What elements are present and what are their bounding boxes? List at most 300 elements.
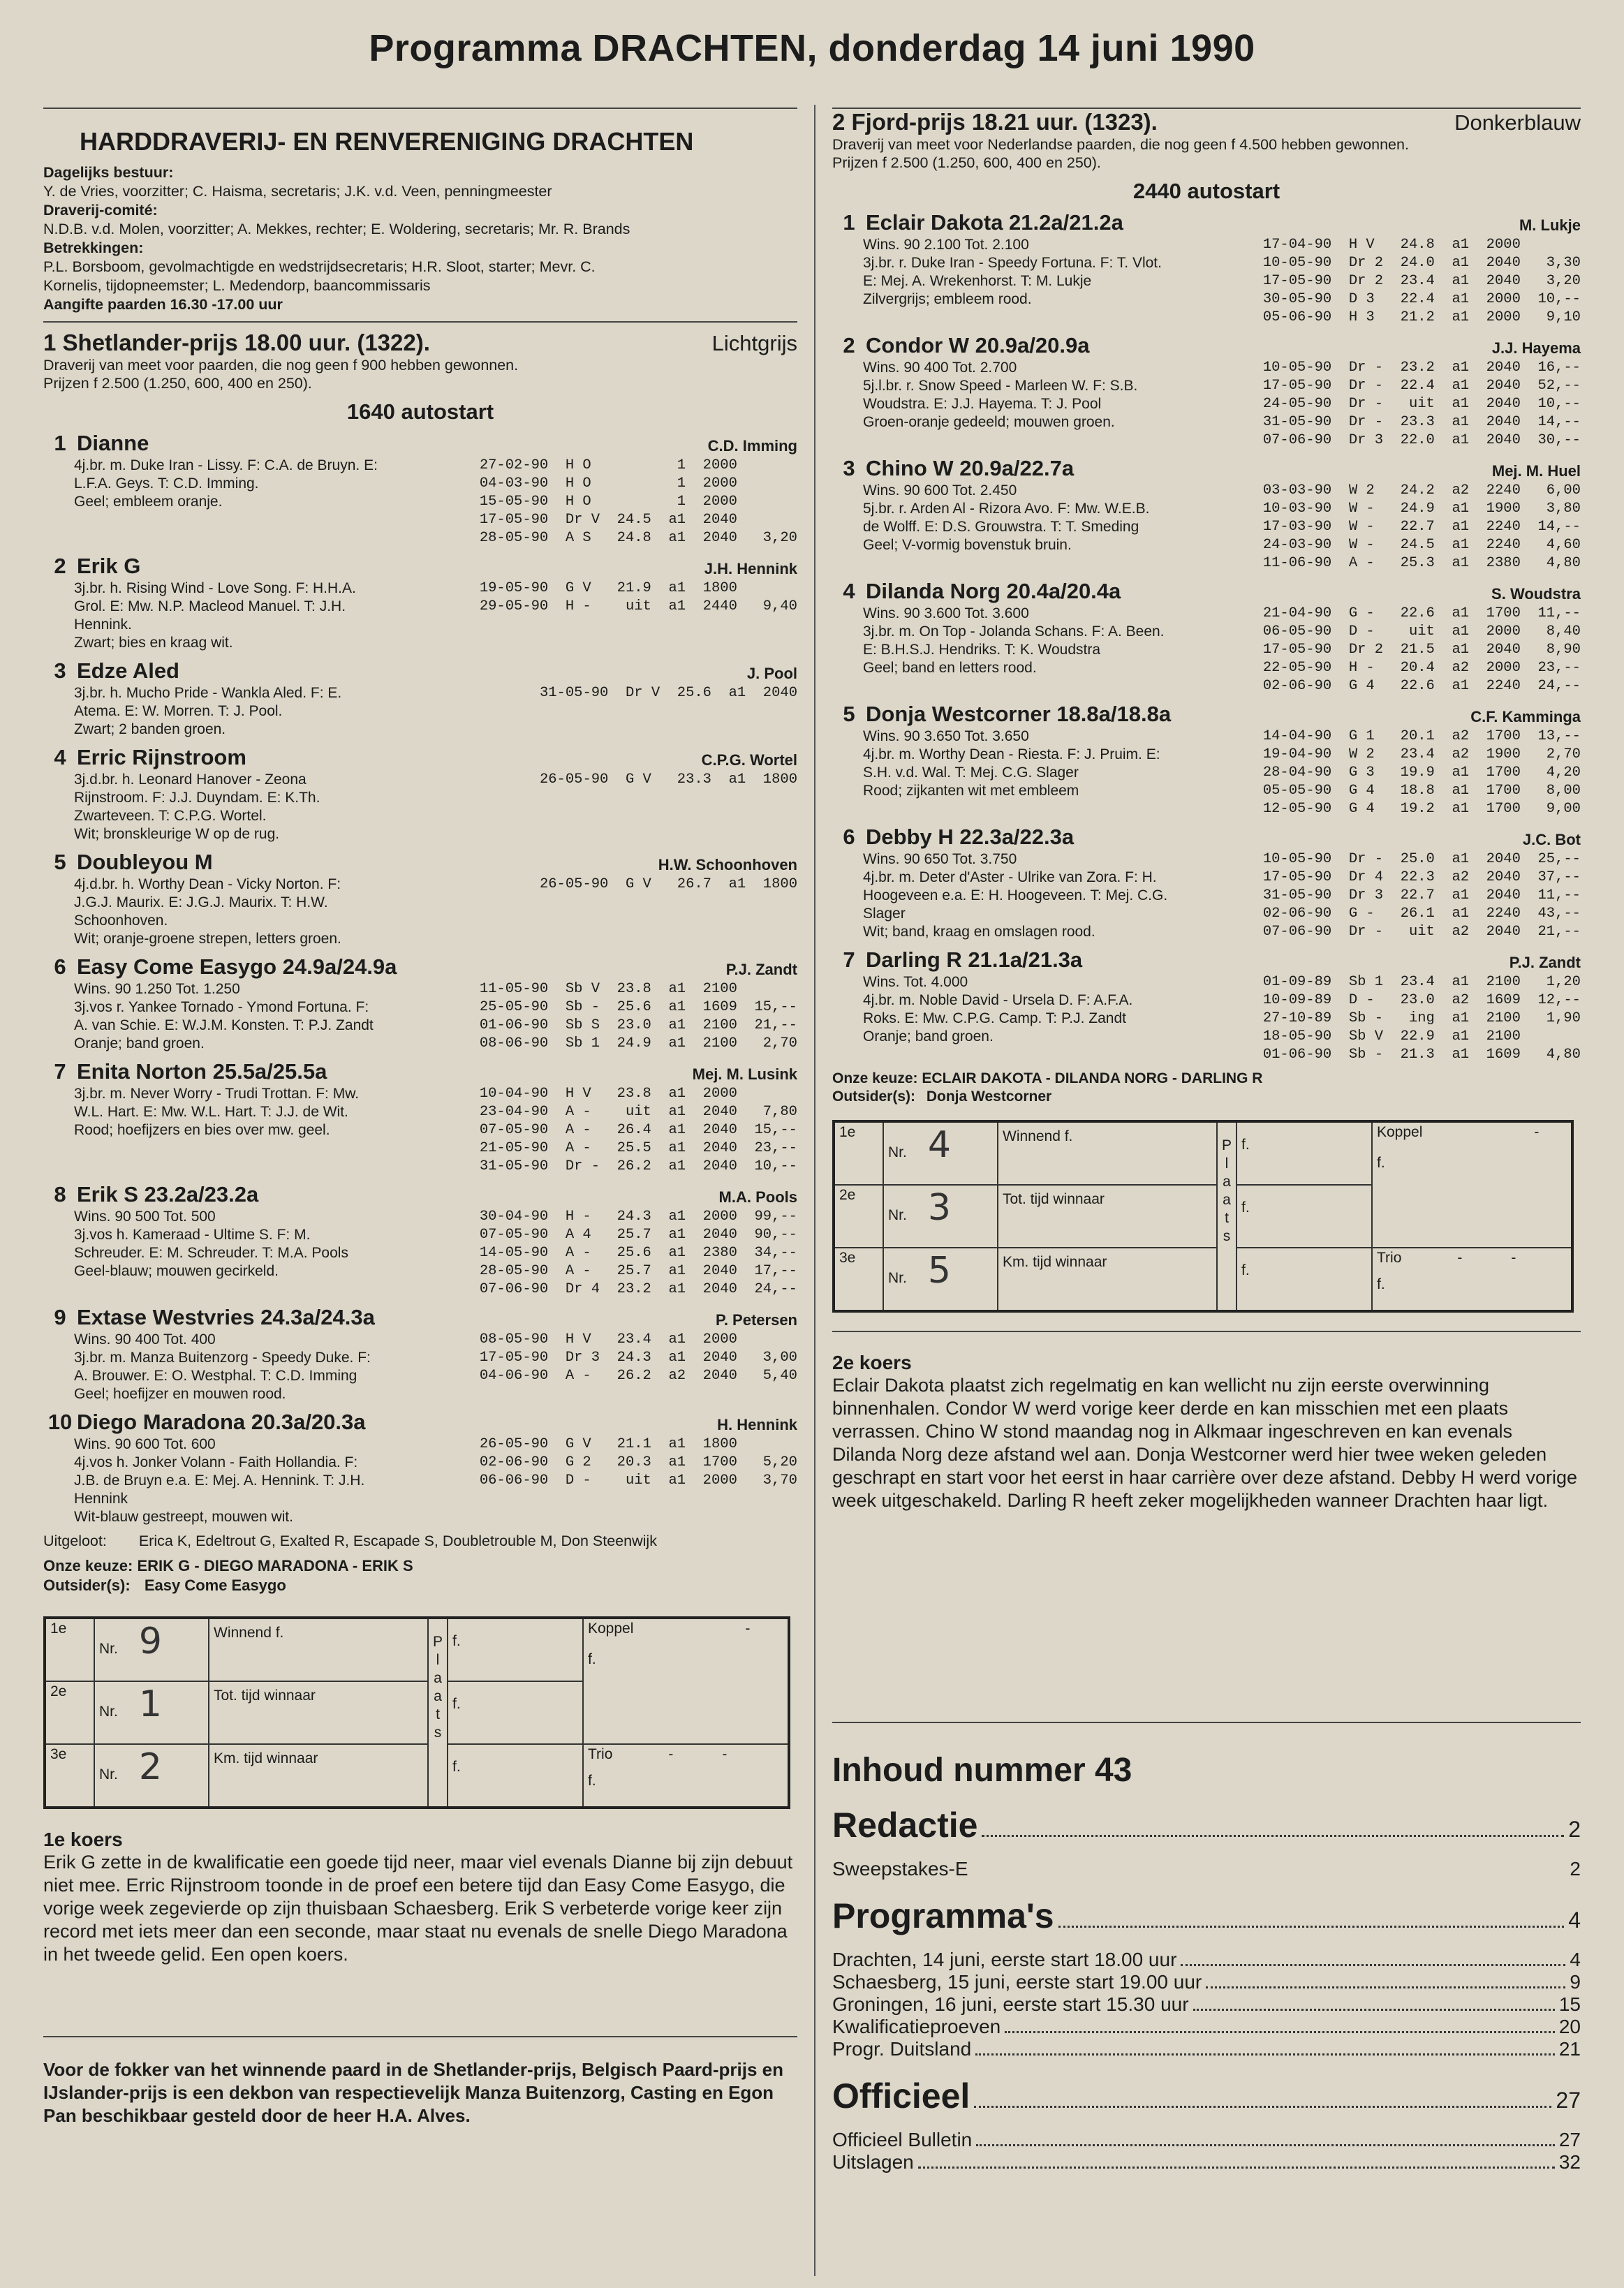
result-row: 28-04-90 G 3 19.9 a1 1700 4,20	[1262, 765, 1581, 781]
result-row: 15-05-90 H O 1 2000	[479, 494, 737, 510]
horse-number: 10	[47, 1410, 73, 1434]
horse-info-line: Wins. 90 600 Tot. 2.450	[863, 482, 1017, 499]
horse-name: Erik S 23.2a/23.2a	[77, 1182, 259, 1206]
result-label: Tot. tijd winnaar	[998, 1185, 1217, 1248]
result-table	[43, 1616, 790, 1809]
horse-body	[863, 236, 1581, 327]
horse-number: 8	[54, 1182, 66, 1206]
result-label: Winnend f.	[998, 1121, 1217, 1185]
number-cell	[883, 1185, 998, 1248]
uitgeloot-list: Erica K, Edeltrout G, Exalted R, Escapade S, Doubletrouble M, Don Steenwijk	[138, 1533, 657, 1549]
horse-number: 2	[54, 554, 66, 578]
horse-entry	[43, 1058, 797, 1176]
result-row: 07-06-90 Dr - uit a2 2040 21,--	[1262, 924, 1581, 940]
horse-info-line: Woudstra. E: J.J. Hayema. T: J. Pool	[863, 396, 1102, 412]
toc-item-label: Sweepstakes-E	[832, 1858, 968, 1880]
horse-info-line: 4j.br. m. Deter d'Aster - Ulrike van Zora. F: H.	[863, 869, 1157, 885]
breeder-note: Voor de fokker van het winnende paard in de Shetlander-prijs, Belgisch Paard-prijs en IJslander-prijs is een dekbon van respectievelijk Manza Buitenzorg, Casting en Egon Pan beschikbaar gesteld door de heer H.A. Alves.	[43, 2059, 783, 2126]
result-row: 17-03-90 W - 22.7 a1 2240 14,--	[1262, 519, 1581, 535]
toc-item	[832, 2129, 1581, 2151]
koppel-label: Koppel	[1377, 1124, 1423, 1140]
horse-body	[74, 457, 797, 547]
horse-number: 1	[54, 431, 66, 455]
result-row: 08-05-90 H V 23.4 a1 2000	[479, 1331, 737, 1348]
horse-trainer: P.J. Zandt	[725, 961, 797, 978]
rule	[43, 321, 797, 323]
outsider-label: Outsider(s):	[832, 1088, 916, 1105]
horse-info-line: 3j.d.br. h. Leonard Hanover - Zeona	[74, 772, 307, 788]
horse-info-line: Wit; bronskleurige W op de rug.	[74, 826, 280, 842]
horse-body	[74, 771, 797, 843]
result-row: 10-05-90 Dr - 23.2 a1 2040 16,--	[1262, 360, 1581, 376]
result-row: 10-05-90 Dr 2 24.0 a1 2040 3,30	[1262, 255, 1581, 271]
plaats-label: P l a a t s	[428, 1618, 448, 1808]
result-row: 28-05-90 A S 24.8 a1 2040 3,20	[479, 530, 797, 546]
horse-number: 9	[54, 1305, 66, 1329]
horse-entry	[832, 209, 1581, 327]
board-line	[43, 182, 797, 201]
koppel-cell	[583, 1618, 789, 1744]
toc-section-page: 27	[1556, 2088, 1581, 2113]
koppel-cell	[1372, 1121, 1572, 1248]
toc-item	[832, 1949, 1581, 1971]
result-row: 10-03-90 W - 24.9 a1 1900 3,80	[1262, 501, 1581, 517]
koppel-dash: -	[745, 1621, 751, 1637]
toc-item-label: Kwalificatieproeven	[832, 2016, 1001, 2037]
horse-body	[863, 728, 1581, 818]
horse-info-line: 3j.br. m. On Top - Jolanda Schans. F: A. Been.	[863, 623, 1165, 640]
result-row: 28-05-90 A - 25.7 a1 2040 17,--	[479, 1263, 797, 1279]
result-row: 02-06-90 G - 26.1 a1 2240 43,--	[1262, 906, 1581, 922]
number-cell	[883, 1121, 998, 1185]
toc-item-label: Officieel Bulletin	[832, 2129, 973, 2150]
horse-info-line: Wins. 90 400 Tot. 2.700	[863, 360, 1017, 376]
result-row: 19-05-90 G V 21.9 a1 1800	[479, 580, 737, 596]
result-row	[45, 1618, 789, 1681]
horse-info-line: Schoonhoven.	[74, 913, 168, 929]
toc-section-title: Programma's	[832, 1896, 1054, 1935]
trio-dash: -	[722, 1746, 728, 1762]
outsider-value: Easy Come Easygo	[144, 1577, 286, 1594]
result-row: 17-05-90 Dr 4 22.3 a2 2040 37,--	[1262, 869, 1581, 885]
toc-item-page: 2	[1570, 1858, 1581, 1880]
horse-entry	[832, 701, 1581, 818]
result-row: 12-05-90 G 4 19.2 a1 1700 9,00	[1262, 801, 1581, 817]
toc-section-page: 4	[1568, 1907, 1581, 1933]
race2-comment-title: 2e koers	[832, 1352, 912, 1373]
horse-info-line: Rood; hoefijzers en bies over mw. geel.	[74, 1122, 330, 1138]
horse-info-line: Zwart; bies en kraag wit.	[74, 635, 233, 651]
horse-entry	[43, 658, 797, 739]
toc-item-page: 21	[1558, 2038, 1581, 2060]
koppel-label: Koppel	[588, 1621, 634, 1637]
horse-info-line: 3j.br. r. Duke Iran - Speedy Fortuna. F: T. Vlot.	[863, 255, 1162, 271]
result-row: 31-05-90 Dr V 25.6 a1 2040	[539, 685, 797, 701]
toc-item	[832, 2151, 1581, 2173]
result-row: 31-05-90 Dr - 23.3 a1 2040 14,--	[1262, 414, 1581, 430]
horse-name: Extase Westvries 24.3a/24.3a	[77, 1305, 375, 1329]
toc-item	[832, 1993, 1581, 2016]
toc-item-label: Drachten, 14 juni, eerste start 18.00 uur	[832, 1949, 1177, 1970]
race1-horse-list	[43, 430, 797, 1526]
horse-trainer: C.F. Kamminga	[1470, 708, 1581, 725]
plaats-label: P l a a t s	[1217, 1121, 1237, 1311]
koppel-amount: f.	[1377, 1155, 1385, 1171]
race2-desc-line: Draverij van meet voor Nederlandse paarden, die nog geen f 4.500 hebben gewonnen.	[832, 136, 1409, 153]
trio-amount: f.	[588, 1773, 596, 1789]
horse-body	[863, 482, 1581, 573]
horse-entry	[43, 954, 797, 1053]
horse-header	[43, 430, 797, 457]
horse-number: 7	[843, 947, 855, 972]
horse-info	[74, 1331, 434, 1403]
horse-header	[43, 954, 797, 980]
horse-trainer: J.C. Bot	[1522, 831, 1581, 848]
race1-header	[43, 330, 797, 356]
horse-results	[1263, 359, 1581, 450]
race2-desc-line: Prijzen f 2.500 (1.250, 600, 400 en 250).	[832, 154, 1101, 171]
horse-trainer: M.A. Pools	[718, 1188, 797, 1206]
horse-body	[863, 605, 1581, 695]
toc-item	[832, 2016, 1581, 2038]
toc-item-page: 20	[1558, 2016, 1581, 2037]
horse-results	[1263, 482, 1581, 573]
result-row: 07-06-90 Dr 3 22.0 a1 2040 30,--	[1262, 432, 1581, 448]
horse-number: 4	[843, 579, 855, 603]
horse-name: Eclair Dakota 21.2a/21.2a	[866, 210, 1123, 235]
result-row: 01-09-89 Sb 1 23.4 a1 2100 1,20	[1262, 974, 1581, 990]
organization-name: HARDDRAVERIJ- EN RENVERENIGING DRACHTEN	[80, 127, 694, 156]
handwritten-number: 9	[138, 1621, 162, 1662]
result-row: 10-04-90 H V 23.8 a1 2000	[479, 1086, 737, 1102]
koppel-dash: -	[1534, 1124, 1540, 1140]
result-row: 02-06-90 G 2 20.3 a1 1700 5,20	[479, 1454, 797, 1470]
horse-info	[74, 771, 434, 843]
keuze-label: Onze keuze:	[832, 1070, 918, 1086]
nr-label: Nr.	[99, 1766, 118, 1783]
horse-info-line: Wit; band, kraag en omslagen rood.	[863, 924, 1095, 940]
table-of-contents	[832, 1805, 1581, 2173]
toc-leader	[975, 2053, 1555, 2055]
horse-body	[863, 850, 1581, 941]
horse-info	[863, 605, 1223, 695]
horse-info-line: 4j.vos h. Jonker Volann - Faith Hollandia. F:	[74, 1454, 358, 1470]
toc-section	[832, 1805, 1581, 1845]
result-row: 23-04-90 A - uit a1 2040 7,80	[479, 1104, 797, 1120]
horse-info-line: 5j.br. r. Arden Al - Rizora Avo. F: Mw. W.E.B.	[863, 501, 1150, 517]
board-line	[43, 220, 797, 239]
race1-comment-title: 1e koers	[43, 1829, 123, 1850]
result-row: 08-06-90 Sb 1 24.9 a1 2100 2,70	[479, 1035, 797, 1051]
horse-info	[863, 850, 1223, 941]
horse-entry	[832, 824, 1581, 941]
horse-info-line: E: Mej. A. Wrekenhorst. T: M. Lukje	[863, 273, 1092, 289]
toc-leader	[982, 1835, 1564, 1837]
result-row: 17-05-90 Dr - 22.4 a1 2040 52,--	[1262, 378, 1581, 394]
result-row: 14-04-90 G 1 20.1 a2 1700 13,--	[1262, 728, 1581, 744]
uitgeloot-label: Uitgeloot:	[43, 1533, 107, 1549]
horse-info-line: 4j.d.br. h. Worthy Dean - Vicky Norton. F:	[74, 876, 341, 892]
horse-info	[863, 359, 1223, 450]
board-line	[43, 258, 797, 276]
board-heading: Dagelijks bestuur:	[43, 164, 174, 181]
race1-color: Lichtgrijs	[711, 331, 797, 355]
horse-name: Dilanda Norg 20.4a/20.4a	[866, 579, 1121, 603]
horse-info-line: Roks. E: Mw. C.P.G. Camp. T: P.J. Zandt	[863, 1010, 1126, 1026]
board-line	[43, 163, 797, 182]
horse-trainer: H.W. Schoonhoven	[658, 856, 797, 873]
horse-name: Dianne	[77, 431, 149, 455]
horse-entry	[43, 1181, 797, 1299]
result-row: 07-06-90 Dr 4 23.2 a1 2040 24,--	[479, 1281, 797, 1297]
horse-trainer: C.D. Imming	[707, 437, 797, 455]
result-row: 14-05-90 A - 25.6 a1 2380 34,--	[479, 1245, 797, 1261]
trio-label: Trio	[1377, 1250, 1402, 1266]
result-row: 27-02-90 H O 1 2000	[479, 457, 737, 473]
horse-number: 3	[843, 456, 855, 480]
horse-trainer: J.J. Hayema	[1491, 339, 1581, 357]
horse-trainer: P.J. Zandt	[1509, 954, 1581, 971]
horse-results	[480, 980, 797, 1053]
result-row: 04-03-90 H O 1 2000	[479, 475, 737, 492]
horse-results	[480, 1085, 797, 1176]
horse-info-line: 3j.br. h. Mucho Pride - Wankla Aled. F: E.	[74, 685, 342, 701]
board-line	[43, 239, 797, 258]
horse-info-line: Geel; V-vormig bovenstuk bruin.	[863, 537, 1072, 553]
horse-info-line: Wins. Tot. 4.000	[863, 974, 968, 990]
toc-leader	[1181, 1964, 1565, 1966]
horse-info-line: Oranje; band groen.	[863, 1028, 994, 1045]
toc-items	[832, 1858, 1581, 1880]
horse-header	[43, 1058, 797, 1085]
result-row: 17-04-90 H V 24.8 a1 2000	[1262, 237, 1521, 253]
toc-item-page: 27	[1558, 2129, 1581, 2150]
page-title: Programma DRACHTEN, donderdag 14 juni 1990	[369, 27, 1255, 69]
result-row: 17-05-90 Dr 2 21.5 a1 2040 8,90	[1262, 642, 1581, 658]
horse-info-line: 4j.br. m. Noble David - Ursela D. F: A.F.A.	[863, 992, 1133, 1008]
toc-item-page: 15	[1558, 1993, 1581, 2015]
horse-body	[74, 684, 797, 739]
race2-picks	[832, 1070, 1581, 1106]
board-heading: Draverij-comité:	[43, 202, 158, 219]
horse-name: Condor W 20.9a/20.9a	[866, 333, 1090, 357]
trio-dash: -	[1457, 1250, 1463, 1266]
organization-board	[43, 163, 797, 314]
board-heading: Aangifte paarden 16.30 -17.00 uur	[43, 296, 283, 313]
trio-amount: f.	[1377, 1276, 1385, 1292]
place-amount: f.	[1237, 1248, 1372, 1311]
place-amount: f.	[1237, 1121, 1372, 1185]
horse-info-line: Schreuder. E: M. Schreuder. T: M.A. Pools	[74, 1245, 348, 1261]
result-row: 26-05-90 G V 23.3 a1 1800	[539, 772, 797, 788]
nr-label: Nr.	[888, 1207, 907, 1223]
result-row: 07-05-90 A 4 25.7 a1 2040 90,--	[479, 1227, 797, 1243]
result-row: 11-05-90 Sb V 23.8 a1 2100	[479, 981, 737, 997]
toc-item-page: 9	[1570, 1971, 1581, 1993]
horse-trainer: Mej. M. Huel	[1491, 462, 1581, 480]
horse-info-line: E: B.H.S.J. Hendriks. T: K. Woudstra	[863, 642, 1101, 658]
horse-trainer: J. Pool	[746, 665, 797, 682]
place-amount: f.	[448, 1681, 583, 1744]
trio-dash: -	[668, 1746, 674, 1762]
horse-header	[43, 1304, 797, 1331]
result-row: 01-06-90 Sb - 21.3 a1 1609 4,80	[1262, 1047, 1581, 1063]
toc-item-page: 4	[1570, 1949, 1581, 1970]
race1-title: 1 Shetlander-prijs 18.00 uur. (1322).	[43, 330, 430, 355]
toc-section-title: Redactie	[832, 1806, 978, 1845]
toc-items	[832, 2129, 1581, 2173]
result-row: 22-05-90 H - 20.4 a2 2000 23,--	[1262, 660, 1581, 676]
race1-desc-line: Draverij van meet voor paarden, die nog geen f 900 hebben gewonnen.	[43, 357, 519, 374]
result-row	[45, 1744, 789, 1808]
horse-info-line: 4j.br. m. Duke Iran - Lissy. F: C.A. de Bruyn. E:	[74, 457, 378, 473]
horse-info-line: Hennink	[74, 1491, 128, 1507]
result-row: 21-04-90 G - 22.6 a1 1700 11,--	[1262, 605, 1581, 621]
horse-info-line: 3j.br. m. Never Worry - Trudi Trottan. F: Mw.	[74, 1086, 360, 1102]
keuze-label: Onze keuze:	[43, 1557, 133, 1574]
nr-label: Nr.	[99, 1641, 118, 1657]
column-divider	[814, 105, 815, 2276]
horse-number: 6	[54, 954, 66, 979]
horse-info-line: A. Brouwer. E: O. Westphal. T: C.D. Imming	[74, 1368, 357, 1384]
result-row: 07-05-90 A - 26.4 a1 2040 15,--	[479, 1122, 797, 1138]
toc-title: Inhoud nummer 43	[832, 1752, 1132, 1789]
horse-header	[832, 947, 1581, 973]
result-row: 05-05-90 G 4 18.8 a1 1700 8,00	[1262, 783, 1581, 799]
horse-info-line: L.F.A. Geys. T: C.D. Imming.	[74, 475, 259, 492]
result-row: 05-06-90 H 3 21.2 a1 2000 9,10	[1262, 309, 1581, 325]
horse-info-line: 3j.vos h. Kameraad - Ultime S. F: M.	[74, 1227, 311, 1243]
horse-results	[480, 1208, 797, 1299]
horse-info-line: 5j.l.br. r. Snow Speed - Marleen W. F: S.B.	[863, 378, 1138, 394]
place-label: 3e	[834, 1248, 883, 1311]
horse-results	[1263, 605, 1581, 695]
horse-name: Edze Aled	[77, 658, 179, 683]
horse-name: Erik G	[77, 554, 141, 578]
horse-number: 5	[843, 702, 855, 726]
horse-results	[480, 1435, 797, 1526]
result-label: Winnend f.	[209, 1618, 428, 1681]
horse-results	[1263, 728, 1581, 818]
horse-info-line: A. van Schie. E: W.J.M. Konsten. T: P.J. Zandt	[74, 1017, 374, 1033]
board-text: Y. de Vries, voorzitter; C. Haisma, secretaris; J.K. v.d. Veen, penningmeester	[43, 183, 552, 200]
race1-distance: 1640 autostart	[346, 399, 494, 424]
horse-name: Debby H 22.3a/22.3a	[866, 825, 1075, 849]
koppel-amount: f.	[588, 1651, 596, 1667]
toc-leader	[1058, 1926, 1565, 1928]
horse-results	[1263, 973, 1581, 1064]
result-row: 31-05-90 Dr 3 22.7 a1 2040 11,--	[1262, 887, 1581, 903]
toc-section-title: Officieel	[832, 2076, 970, 2116]
horse-number: 7	[54, 1059, 66, 1084]
result-row: 03-03-90 W 2 24.2 a2 2240 6,00	[1262, 482, 1581, 499]
horse-entry	[43, 1409, 797, 1526]
horse-body	[74, 1435, 797, 1526]
toc-item	[832, 2038, 1581, 2060]
horse-entry	[832, 455, 1581, 573]
horse-info-line: Zilvergrijs; embleem rood.	[863, 291, 1032, 307]
toc-item-page: 32	[1558, 2151, 1581, 2173]
race2-description	[832, 135, 1581, 172]
horse-info-line: J.B. de Bruyn e.a. E: Mej. A. Hennink. T: J.H.	[74, 1473, 365, 1489]
horse-number: 1	[843, 210, 855, 235]
race1-picks	[43, 1556, 797, 1595]
horse-results	[480, 1331, 797, 1403]
race1-uitgeloot	[43, 1532, 797, 1551]
result-row: 17-05-90 Dr V 24.5 a1 2040	[479, 512, 737, 528]
horse-info	[74, 457, 434, 547]
horse-body	[74, 1331, 797, 1403]
result-row: 26-05-90 G V 21.1 a1 1800	[479, 1436, 737, 1452]
horse-entry	[43, 849, 797, 948]
number-cell	[94, 1618, 209, 1681]
horse-results	[1263, 850, 1581, 941]
horse-body	[863, 359, 1581, 450]
nr-label: Nr.	[888, 1144, 907, 1160]
horse-info	[74, 1085, 434, 1176]
horse-info	[74, 980, 434, 1053]
horse-trainer: S. Woudstra	[1491, 585, 1581, 603]
horse-info-line: Wins. 90 2.100 Tot. 2.100	[863, 237, 1029, 253]
horse-number: 5	[54, 850, 66, 874]
horse-header	[832, 824, 1581, 850]
handwritten-number: 1	[138, 1683, 162, 1725]
horse-info-line: de Wolff. E: D.S. Grouwstra. T: T. Smeding	[863, 519, 1139, 535]
toc-item	[832, 1971, 1581, 1993]
horse-info-line: Rijnstroom. F: J.J. Duyndam. E: K.Th.	[74, 790, 320, 806]
toc-section	[832, 2076, 1581, 2116]
outsider-value: Donja Westcorner	[926, 1088, 1052, 1105]
horse-results	[480, 580, 797, 652]
horse-info-line: Wins. 90 3.650 Tot. 3.650	[863, 728, 1029, 744]
horse-info	[74, 684, 434, 739]
horse-info	[863, 236, 1223, 327]
toc-section-page: 2	[1568, 1817, 1581, 1842]
horse-info-line: Zwart; 2 banden groen.	[74, 721, 226, 737]
keuze-value: ERIK G - DIEGO MARADONA - ERIK S	[137, 1557, 413, 1574]
trio-dash: -	[1511, 1250, 1516, 1266]
result-row: 11-06-90 A - 25.3 a1 2380 4,80	[1262, 555, 1581, 571]
result-label: Km. tijd winnaar	[209, 1744, 428, 1808]
result-row: 06-05-90 D - uit a1 2000 8,40	[1262, 623, 1581, 640]
handwritten-number: 2	[138, 1746, 162, 1788]
rule	[43, 2036, 797, 2037]
number-cell	[883, 1248, 998, 1311]
race2-comment: Eclair Dakota plaatst zich regelmatig en kan wellicht nu zijn eerste overwinning binnenhalen. Condor W werd vorige keer derde en kan misschien met een plaats verrassen. Chino W stond maandag nog in Alkmaar ingeschreven en kan evenals Dilanda Norg deze afstand wel aan. Donja Westcorner werd hier twee weken geleden geschrapt en start voor het eerst in haar carrière over deze afstand. Debby H werd vorige week uitgeschakeld. Darling R heeft zeker mogelijkheden wanneer Drachten haar ligt.	[832, 1375, 1578, 1511]
race2-distance: 2440 autostart	[1132, 179, 1280, 203]
result-row	[834, 1121, 1572, 1185]
horse-trainer: H. Hennink	[717, 1416, 797, 1433]
horse-number: 3	[54, 658, 66, 683]
horse-body	[74, 580, 797, 652]
number-cell	[94, 1681, 209, 1744]
handwritten-number: 4	[927, 1124, 951, 1166]
horse-info	[74, 1208, 434, 1299]
result-row: 17-05-90 Dr 2 23.4 a1 2040 3,20	[1262, 273, 1581, 289]
horse-header	[832, 332, 1581, 359]
left-column	[43, 105, 797, 2127]
nr-label: Nr.	[99, 1704, 118, 1720]
horse-header	[43, 658, 797, 684]
horse-header	[832, 701, 1581, 728]
toc-item-label: Schaesberg, 15 juni, eerste start 19.00 uur	[832, 1971, 1202, 1993]
result-label: Km. tijd winnaar	[998, 1248, 1217, 1311]
board-line	[43, 201, 797, 220]
board-text: P.L. Borsboom, gevolmachtigde en wedstrijdsecretaris; H.R. Sloot, starter; Mevr. C.	[43, 258, 596, 275]
horse-body	[74, 1208, 797, 1299]
trio-label: Trio	[588, 1746, 613, 1762]
result-row: 02-06-90 G 4 22.6 a1 2240 24,--	[1262, 678, 1581, 694]
